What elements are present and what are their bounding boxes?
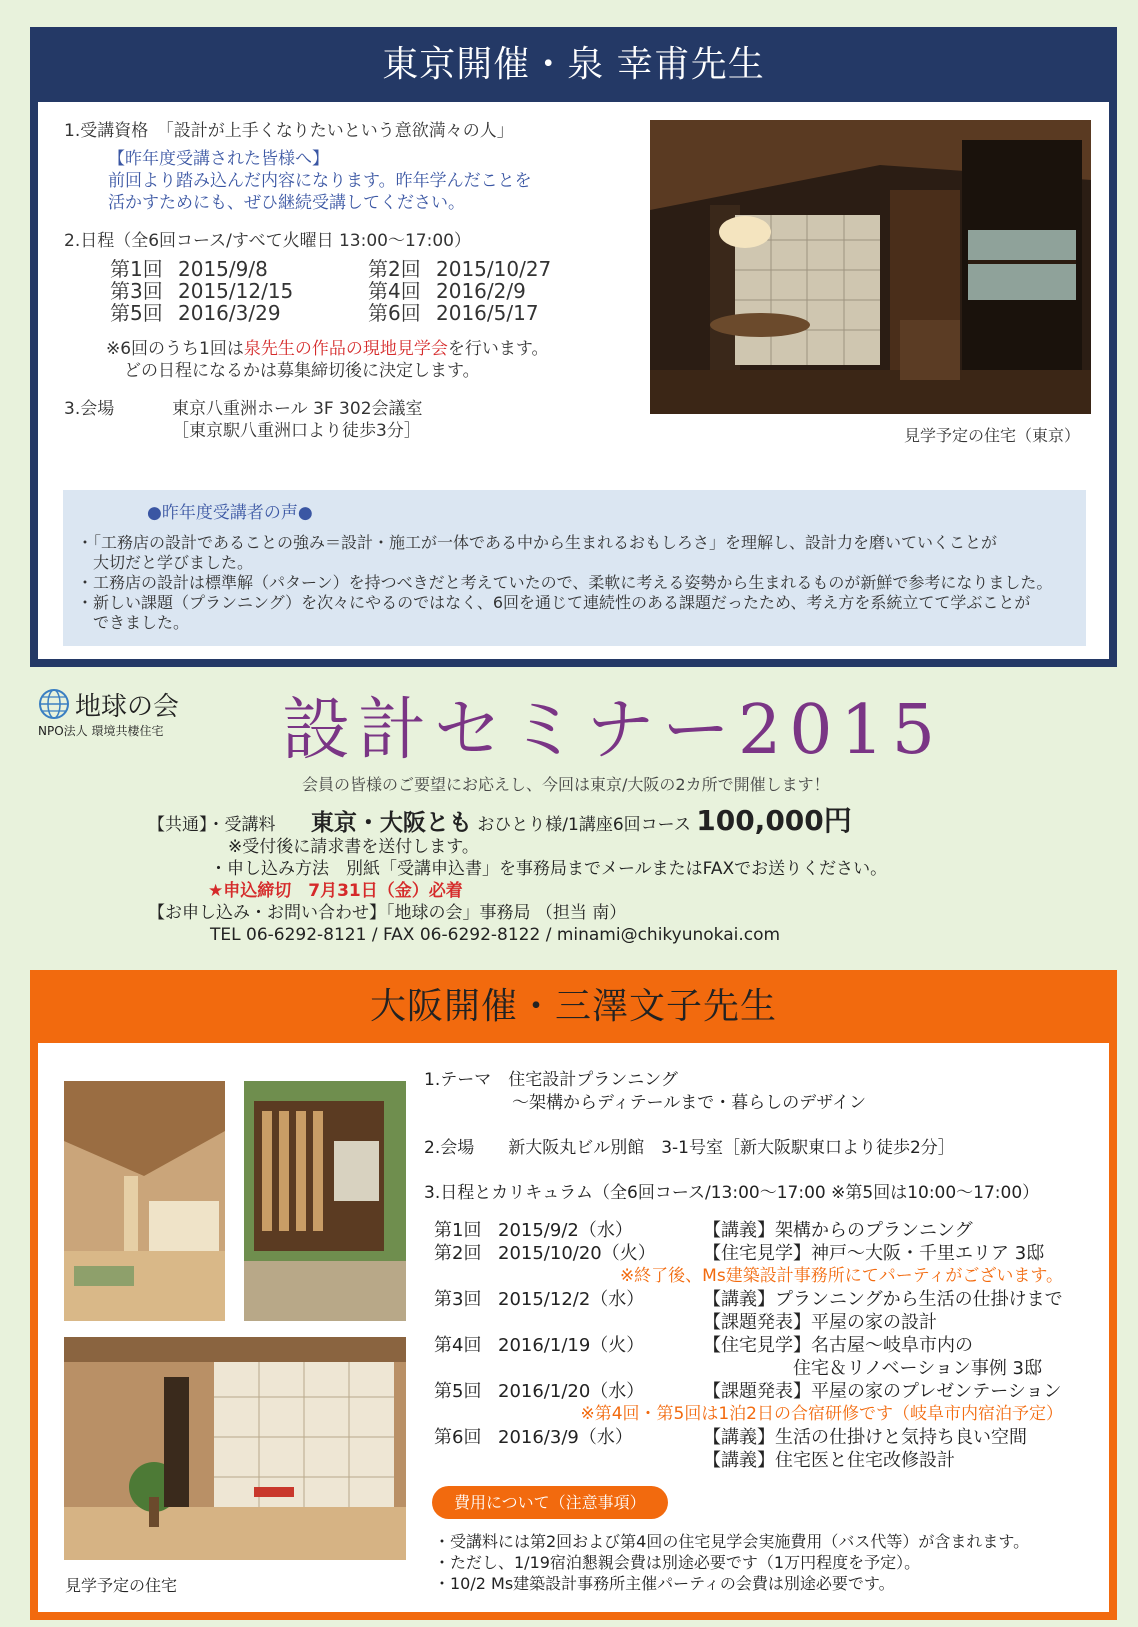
session-date: 2015/12/2（水） — [498, 1289, 645, 1310]
osaka-panel — [30, 970, 1117, 1620]
session-date: 2015/9/2（水） — [498, 1220, 633, 1241]
session-date: 2016/1/19（火） — [498, 1335, 645, 1356]
note-part: ※6回のうち1回は — [106, 339, 244, 359]
contact-details: TEL 06-6292-8121 / FAX 06-6292-8122 / minami@chikyunokai.com — [210, 925, 781, 945]
fee-note: ・ただし、1/19宿泊懇親会費は別途必要です（1万円程度を予定）。 — [434, 1553, 921, 1572]
voices-box — [63, 490, 1086, 646]
session-content: 【講義】プランニングから生活の仕掛けまで — [703, 1289, 1063, 1310]
session-no: 第1回 — [434, 1220, 482, 1241]
fee-unit: おひとり様/1講座6回コース — [477, 815, 691, 835]
session-date: 2015/12/15 — [178, 279, 294, 303]
session-date: 2016/3/9（水） — [498, 1427, 633, 1448]
venue-label: 3.会場 — [64, 399, 115, 419]
tokyo-visit-note — [106, 338, 566, 360]
session-no: 第2回 — [368, 257, 421, 281]
session-date: 2015/10/27 — [436, 257, 552, 281]
tokyo-schedule-title: 2.日程（全6回コース/すべて火曜日 13:00〜17:00） — [64, 231, 471, 251]
invoice-note: ※受付後に請求書を送付します。 — [228, 837, 479, 857]
fee-amount: 100,000円 — [696, 804, 852, 837]
session-content: 住宅＆リノベーション事例 3邸 — [703, 1358, 1043, 1379]
session-no: 第4回 — [434, 1335, 482, 1356]
org-subtitle: NPO法人 環境共棲住宅 — [38, 724, 164, 738]
osaka-content — [38, 1043, 1109, 1612]
fee-line — [148, 804, 887, 837]
tokyo-venue — [64, 398, 566, 420]
session-no: 第2回 — [434, 1243, 482, 1264]
party-note: ※終了後、Ms建築設計事務所にてパーティがございます。 — [619, 1266, 1063, 1286]
session-content: 【講義】生活の仕掛けと気持ち良い空間 — [703, 1427, 1027, 1448]
session-date: 2016/3/29 — [178, 301, 281, 325]
tokyo-panel — [30, 27, 1117, 667]
stay-note: ※第4回・第5回は1泊2日の合宿研修です（岐阜市内宿泊予定） — [580, 1404, 1063, 1424]
voice-line: ・工務店の設計は標準解（パターン）を持つべきだと考えていたので、柔軟に考える姿勢から生まれるものが新鮮で参考になりました。 — [77, 573, 1053, 592]
session-date: 2016/1/20（水） — [498, 1381, 645, 1402]
fee-scope: 東京・大阪とも — [310, 810, 472, 836]
tokyo-visit-note-2: どの日程になるかは募集締切後に決定します。 — [124, 361, 480, 381]
osaka-house-photo-3 — [64, 1337, 406, 1560]
tokyo-house-photo — [650, 120, 1091, 414]
tokyo-previous-note — [108, 148, 566, 214]
voice-line: ・「工務店の設計であることの強み＝設計・施工が一体である中から生まれるおもしろさ」を理解し、設計力を磨いていくことが — [77, 533, 998, 552]
tokyo-details — [64, 120, 566, 442]
voice-line: 大切だと学びました。 — [77, 553, 254, 572]
apply-method: ・申し込み方法 別紙「受講申込書」を事務局までメールまたはFAXでお送りください。 — [210, 859, 888, 879]
fee-notes-badge: 費用について（注意事項） — [432, 1486, 668, 1519]
session-content: 【講義】住宅医と住宅改修設計 — [703, 1450, 955, 1471]
deadline: ★申込締切 7月31日（金）必着 — [208, 881, 463, 901]
session-date: 2016/2/9 — [436, 279, 526, 303]
session-no: 第5回 — [434, 1381, 482, 1402]
tokyo-venue-access: ［東京駅八重洲口より徒歩3分］ — [172, 421, 421, 441]
osaka-title: 大阪開催・三澤文子先生 — [369, 986, 777, 1027]
osaka-theme: 1.テーマ 住宅設計プランニング — [424, 1070, 678, 1090]
tokyo-schedule — [110, 258, 566, 324]
session-date: 2015/10/20（火） — [498, 1243, 656, 1264]
note-highlight: 泉先生の作品の現地見学会 — [243, 339, 448, 359]
session-content: 【講義】架構からのプランニング — [703, 1220, 973, 1241]
tokyo-content — [38, 102, 1109, 659]
session-no: 第1回 — [110, 257, 163, 281]
osaka-photo-caption: 見学予定の住宅 — [65, 1576, 178, 1595]
voice-line: できました。 — [77, 613, 190, 632]
session-no: 第5回 — [110, 301, 163, 325]
voices-title: ●昨年度受講者の声● — [147, 503, 313, 523]
osaka-theme-sub: 〜架構からディテールまで・暮らしのデザイン — [512, 1093, 867, 1113]
common-info — [148, 804, 888, 946]
osaka-schedule — [434, 1219, 1063, 1472]
page-title: 設計セミナー2015 — [282, 691, 944, 770]
tokyo-photo-caption: 見学予定の住宅（東京） — [904, 426, 1081, 445]
session-no: 第6回 — [368, 301, 421, 325]
session-no: 第4回 — [368, 279, 421, 303]
osaka-schedule-title: 3.日程とカリキュラム（全6回コース/13:00〜17:00 ※第5回は10:00〜17:00） — [424, 1183, 1040, 1203]
osaka-house-photo-2 — [244, 1081, 406, 1321]
fee-note: ・受講料には第2回および第4回の住宅見学会実施費用（バス代等）が含まれます。 — [434, 1532, 1030, 1551]
fee-notes — [424, 1531, 1063, 1594]
note-part: を行います。 — [447, 339, 549, 359]
contact: 【お申し込み・お問い合わせ】「地球の会」事務局 （担当 南） — [148, 903, 627, 923]
fee-note: ・10/2 Ms建築設計事務所主催パーティの会費は別途必要です。 — [434, 1574, 895, 1593]
session-no: 第6回 — [434, 1427, 482, 1448]
session-no: 第3回 — [110, 279, 163, 303]
fee-label: 【共通】・受講料 — [148, 815, 276, 835]
session-date: 2015/9/8 — [178, 257, 268, 281]
session-content: 【課題発表】平屋の家の設計 — [703, 1312, 937, 1333]
session-content: 【住宅見学】神戸〜大阪・千里エリア 3邸 — [703, 1243, 1045, 1264]
osaka-details — [424, 1069, 1063, 1594]
fee-notes-section — [424, 1486, 1063, 1519]
session-content: 【住宅見学】名古屋〜岐阜市内の — [703, 1335, 973, 1356]
session-content: 【課題発表】平屋の家のプレゼンテーション — [703, 1381, 1062, 1402]
tokyo-title: 東京開催・泉 幸甫先生 — [382, 44, 765, 85]
prev-line-1: 前回より踏み込んだ内容になります。昨年学んだことを — [108, 171, 532, 191]
session-date: 2016/5/17 — [436, 301, 539, 325]
org-name: 地球の会 — [75, 692, 180, 722]
osaka-house-photo-1 — [64, 1081, 225, 1321]
tokyo-requirement: 1.受講資格 「設計が上手くなりたいという意欲満々の人」 — [64, 121, 514, 141]
page-subtitle: 会員の皆様のご要望にお応えし、今回は東京/大阪の2カ所で開催します！ — [302, 775, 830, 794]
venue-name: 東京八重洲ホール 3F 302会議室 — [172, 399, 423, 419]
prev-heading: 【昨年度受講された皆様へ】 — [108, 149, 329, 169]
globe-icon — [38, 688, 70, 724]
osaka-venue: 2.会場 新大阪丸ビル別館 3-1号室［新大阪駅東口より徒歩2分］ — [424, 1138, 955, 1158]
session-no: 第3回 — [434, 1289, 482, 1310]
prev-line-2: 活かすためにも、ぜひ継続受講してください。 — [108, 193, 465, 213]
voice-line: ・新しい課題（プランニング）を次々にやるのではなく、6回を通じて連続性のある課題だったため、考え方を系統立てて学ぶことが — [77, 593, 1031, 612]
